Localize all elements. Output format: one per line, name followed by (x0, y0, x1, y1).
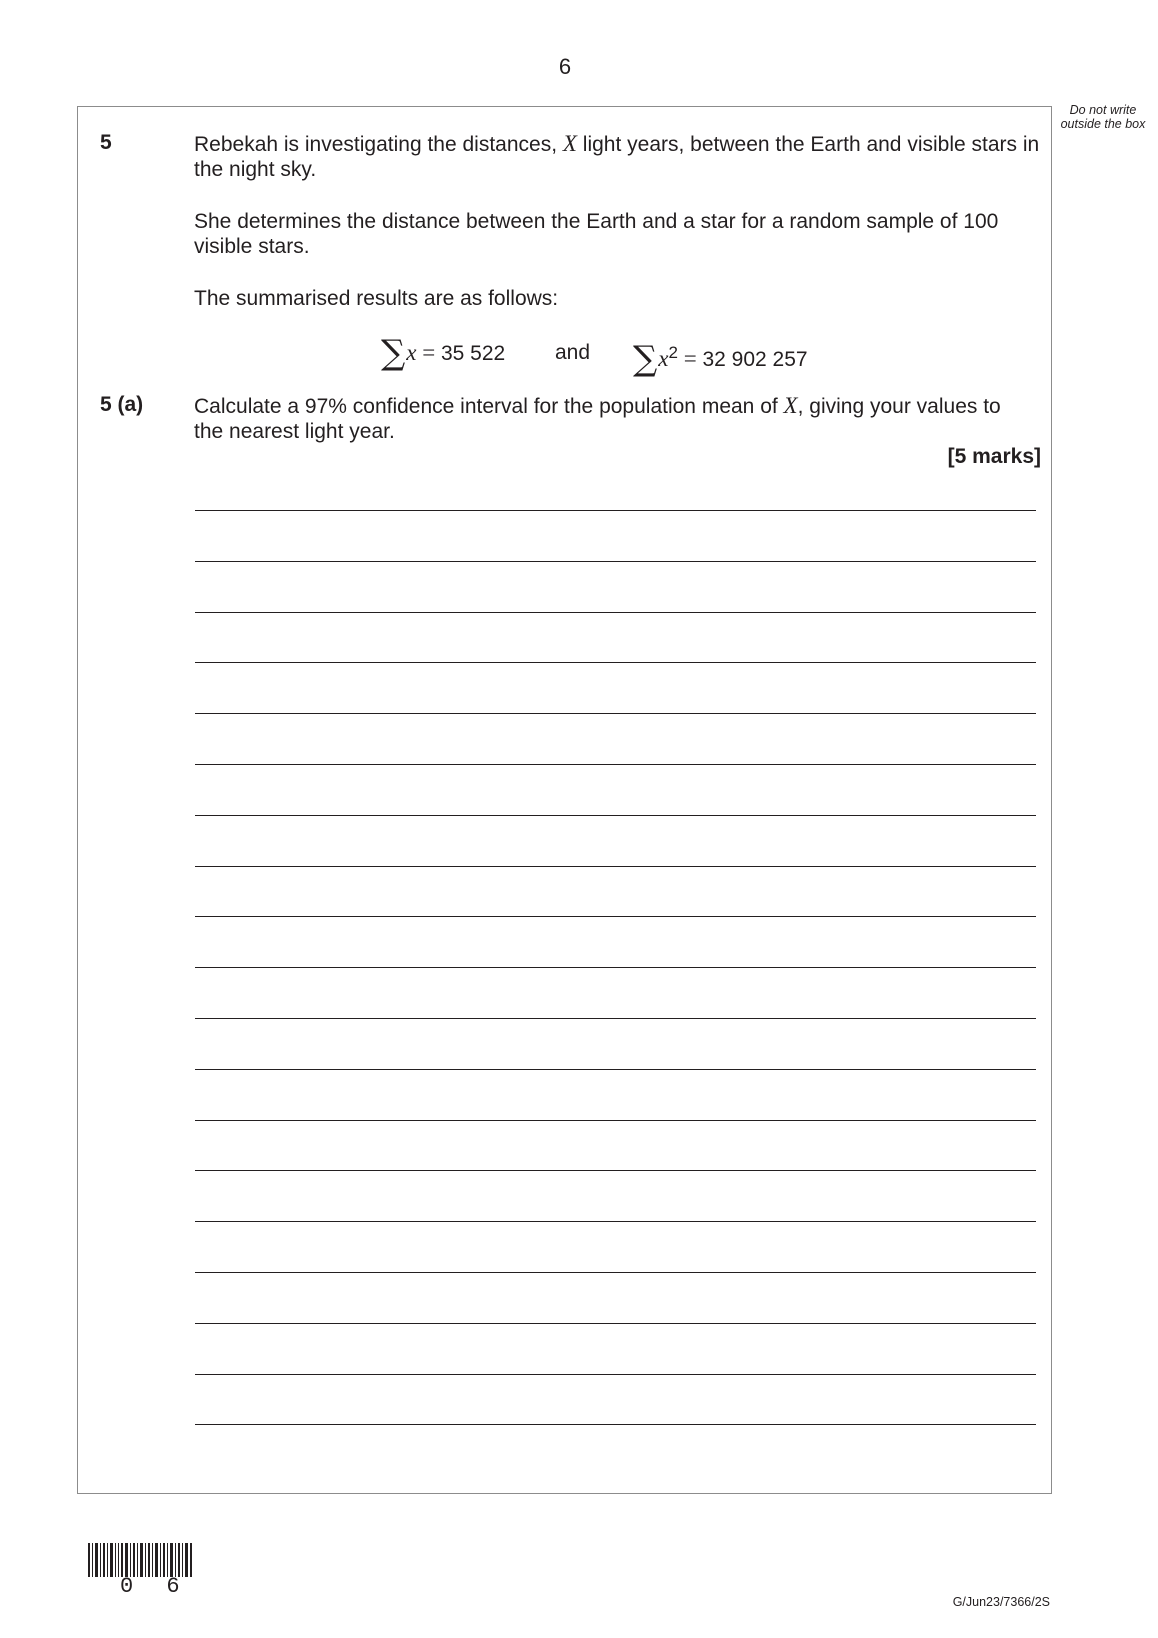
intro-text-2: light years, between the Earth and visible stars in the night sky. (194, 133, 1040, 181)
equals-sign: = (677, 346, 703, 371)
answer-line[interactable] (195, 510, 1036, 511)
answer-line[interactable] (195, 1069, 1036, 1070)
sum-x-value: 35 522 (440, 342, 506, 365)
answer-line[interactable] (195, 1272, 1036, 1273)
intro-text-1: Rebekah is investigating the distances, (194, 133, 563, 156)
paper-reference-code: G/Jun23/7366/2S (952, 1595, 1050, 1609)
equals-sign: = (416, 340, 441, 365)
answer-line[interactable] (195, 815, 1036, 816)
formula-var-x: x (658, 346, 669, 371)
answer-line[interactable] (195, 1323, 1036, 1324)
sample-description: She determines the distance between the Earth and a star for a random sample of 100 visible stars. (194, 210, 999, 258)
summary-intro: The summarised results are as follows: (194, 287, 559, 310)
page-number: 6 (558, 54, 572, 79)
answer-line[interactable] (195, 561, 1036, 562)
answer-line[interactable] (195, 1170, 1036, 1171)
part-a-text-1: Calculate a 97% confidence interval for the population mean of (194, 395, 784, 418)
barcode (88, 1543, 194, 1577)
exponent: 2 (668, 343, 678, 362)
answer-line[interactable] (195, 1018, 1036, 1019)
answer-line[interactable] (195, 713, 1036, 714)
variable-x: X (562, 131, 577, 156)
formula-connector: and (555, 341, 591, 364)
answer-line[interactable] (195, 1424, 1036, 1425)
sigma-symbol: ∑ (381, 333, 406, 373)
formula-var-x: x (406, 340, 417, 365)
answer-line[interactable] (195, 1221, 1036, 1222)
variable-x: X (783, 393, 798, 418)
part-a-text-2: , giving your values to the nearest light year. (194, 395, 1001, 443)
answer-line[interactable] (195, 1120, 1036, 1121)
margin-note: Do not write outside the box (1060, 103, 1146, 131)
question-number: 5 (100, 131, 112, 154)
marks-label: [5 marks] (947, 445, 1041, 468)
answer-line[interactable] (195, 916, 1036, 917)
answer-line[interactable] (195, 1374, 1036, 1375)
answer-line[interactable] (195, 662, 1036, 663)
answer-line[interactable] (195, 866, 1036, 867)
answer-line[interactable] (195, 764, 1036, 765)
answer-line[interactable] (195, 967, 1036, 968)
part-a-label: 5 (a) (100, 393, 144, 416)
sigma-symbol: ∑ (633, 339, 658, 379)
answer-line[interactable] (195, 612, 1036, 613)
sum-x2-value: 32 902 257 (702, 348, 808, 371)
barcode-digits: 0 6 (120, 1574, 190, 1599)
answer-lines[interactable] (195, 0, 1036, 1638)
